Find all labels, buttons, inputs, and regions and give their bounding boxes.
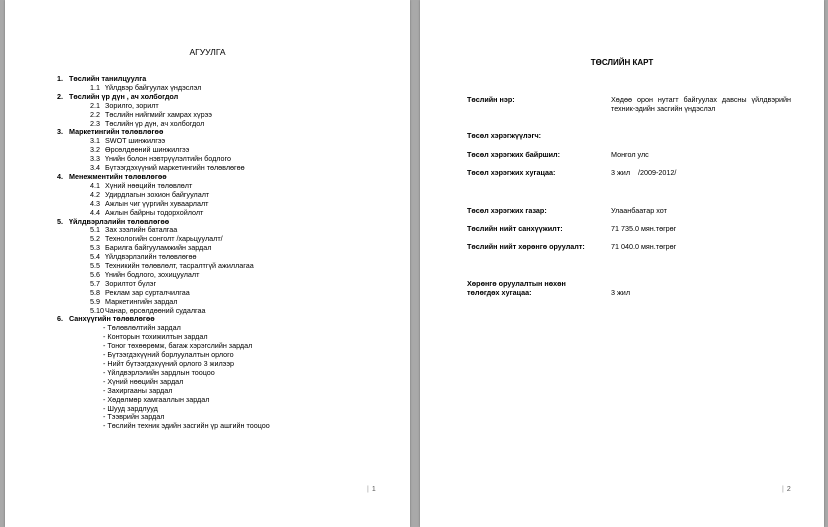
toc-item-text: SWOT шинжилгээ xyxy=(105,136,166,146)
site-label: Төсөл хэрэгжих газар: xyxy=(467,206,547,215)
project-name-label: Төслийн нэр: xyxy=(467,95,515,104)
toc-item-number: 5.7 xyxy=(90,278,100,288)
toc-finance-item: - Үйлдвэрлэлийн зардлын тооцоо xyxy=(103,367,215,377)
toc-item-number: 4.1 xyxy=(90,180,100,190)
toc-section-number: 2. xyxy=(57,91,63,101)
document-page-2 xyxy=(420,0,824,527)
toc-item-number: 4.4 xyxy=(90,207,100,217)
toc-item-number: 3.2 xyxy=(90,145,100,155)
toc-item-text: Үнийн болон нэвтрүүлэлтийн бодлого xyxy=(105,154,231,164)
toc-finance-item: - Төслийн техник эдийн засгийн үр ашгийн тооцоо xyxy=(103,421,270,431)
project-name-value: Хөдөө орон нутагт байгуулах давсны үйлдвэрийн техник-эдийн засгийн үндэслэл xyxy=(611,95,791,113)
total-investment-label: Төслийн нийт хөрөнгө оруулалт: xyxy=(467,242,585,251)
location-value: Монгол улс xyxy=(611,150,649,159)
toc-item-text: Зорилтот бүлэг xyxy=(105,278,157,288)
toc-item-text: Технологийн сонголт /харьцуулалт/ xyxy=(105,234,223,244)
total-funding-value: 71 735.0 мян.төгрөг xyxy=(611,224,677,233)
toc-section-title: Менежментийн төлөвлөгөө xyxy=(69,171,167,181)
toc-item-text: Зорилго, зорилт xyxy=(105,100,159,110)
toc-finance-item: - Төлөвлөлтийн зардал xyxy=(103,323,181,333)
toc-section-number: 5. xyxy=(57,216,63,226)
toc-item-number: 2.1 xyxy=(90,100,100,110)
duration-value: 3 жил /2009-2012/ xyxy=(611,168,677,177)
toc-section-number: 1. xyxy=(57,74,63,83)
toc-finance-item: - Хөдөлмөр хамгааллын зардал xyxy=(103,394,210,404)
toc-item-text: Удирдлагын зохион байгуулалт xyxy=(105,189,210,199)
toc-item-number: 5.2 xyxy=(90,234,100,244)
toc-title: АГУУЛГА xyxy=(189,47,226,57)
toc-section-number: 6. xyxy=(57,314,63,324)
toc-item-number: 2.3 xyxy=(90,118,100,128)
toc-item-text: Чанар, өрсөлдөөний судалгаа xyxy=(105,305,206,315)
toc-finance-item: - Захиргааны зардал xyxy=(103,385,173,395)
toc-item-text: Зах зээлийн баталгаа xyxy=(105,225,178,235)
toc-section-title: Төслийн үр дүн , ач холбогдол xyxy=(69,91,179,101)
toc-item-number: 3.1 xyxy=(90,136,100,146)
toc-item-text: Реклам зар сурталчилгаа xyxy=(105,287,190,297)
implementer-label: Төсөл хэрэгжүүлэгч: xyxy=(467,131,542,140)
location-label: Төсөл хэрэгжих байршил: xyxy=(467,150,560,159)
total-funding-label: Төслийн нийт санхүүжилт: xyxy=(467,224,563,233)
duration-label: Төсөл хэрэгжих хугацаа: xyxy=(467,168,556,177)
toc-finance-item: - Конторын тохижилтын зардал xyxy=(103,332,208,342)
toc-item-text: Үйлдвэр байгуулах үндэслэл xyxy=(105,82,202,92)
toc-item-number: 3.3 xyxy=(90,154,100,164)
toc-item-number: 5.8 xyxy=(90,287,100,297)
toc-item-number: 1.1 xyxy=(90,82,100,92)
toc-section-title: Төслийн танилцуулга xyxy=(69,74,147,83)
toc-item-text: Хүний нөөцийн төлөвлөлт xyxy=(105,180,193,190)
toc-item-text: Төслийн үр дүн, ач холбогдол xyxy=(105,118,205,128)
toc-item-text: Техникийн төлөвлөлт, тасралтгүй ажиллагаа xyxy=(105,261,254,271)
toc-item-number: 2.2 xyxy=(90,109,100,119)
page-number: | 1 xyxy=(367,486,376,493)
table-of-contents xyxy=(55,75,385,431)
document-page-1 xyxy=(5,0,410,527)
toc-item-number: 5.5 xyxy=(90,261,100,271)
toc-item-number: 4.3 xyxy=(90,198,100,208)
toc-item-number: 5.4 xyxy=(90,252,100,262)
toc-item-number: 5.3 xyxy=(90,243,100,253)
site-value: Улаанбаатар хот xyxy=(611,206,667,215)
payback-value: 3 жил xyxy=(611,288,631,297)
toc-item-text: Бүтээгдэхүүний маркетингийн төлөвлөгөө xyxy=(105,163,245,173)
toc-item-text: Өрсөлдөөний шинжилгээ xyxy=(105,145,190,155)
toc-item-number: 5.9 xyxy=(90,296,100,306)
toc-finance-item: - Тоног төхөөрөмж, багаж хэрэгслийн зардал xyxy=(103,341,253,351)
toc-section-title: Үйлдвэрлэлийн төлөвлөгөө xyxy=(69,216,170,226)
toc-finance-item: - Хүний нөөцийн зардал xyxy=(103,376,184,386)
total-investment-value: 71 040.0 мян.төгрөг xyxy=(611,242,677,251)
toc-item-text: Маркетингийн зардал xyxy=(105,296,178,306)
toc-item-text: Төслийн нийгмийг хамрах хүрээ xyxy=(105,109,212,119)
toc-item-number: 5.6 xyxy=(90,269,100,279)
toc-finance-item: - Тээврийн зардал xyxy=(103,412,165,422)
page-number: | 2 xyxy=(782,486,791,493)
project-card-title: ТӨСЛИЙН КАРТ xyxy=(590,58,654,67)
toc-item-number: 5.1 xyxy=(90,225,100,235)
toc-item-number: 4.2 xyxy=(90,189,100,199)
payback-label: Хөрөнгө оруулалтын нөхөн төлөгдөх хугацаа: xyxy=(467,279,566,297)
toc-item-text: Барилга байгууламжийн зардал xyxy=(105,243,212,253)
toc-item-number: 3.4 xyxy=(90,163,100,173)
toc-item-text: Үйлдвэрлэлийн төлөвлөгөө xyxy=(105,252,197,262)
toc-item-text: Үнийн бодлого, зохицуулалт xyxy=(105,269,200,279)
toc-finance-item: - Шууд зардлууд xyxy=(103,403,158,413)
toc-finance-item: - Бүтээгдэхүүний борлуулалтын орлого xyxy=(103,350,234,360)
toc-section-number: 4. xyxy=(57,171,63,181)
toc-section-title: Маркетингийн төлөвлөгөө xyxy=(69,127,164,137)
toc-finance-item: - Нийт бүтээгдэхүүний орлого 3 жилээр xyxy=(103,359,234,368)
toc-item-number: 5.10 xyxy=(90,305,104,315)
toc-section-title: Санхүүгийн төлөвлөгөө xyxy=(69,314,155,324)
toc-item-text: Ажлын чиг үүргийн хуваарлалт xyxy=(105,198,209,208)
toc-item-text: Ажлын байрны тодорхойлолт xyxy=(105,207,204,217)
toc-section-number: 3. xyxy=(57,127,63,137)
